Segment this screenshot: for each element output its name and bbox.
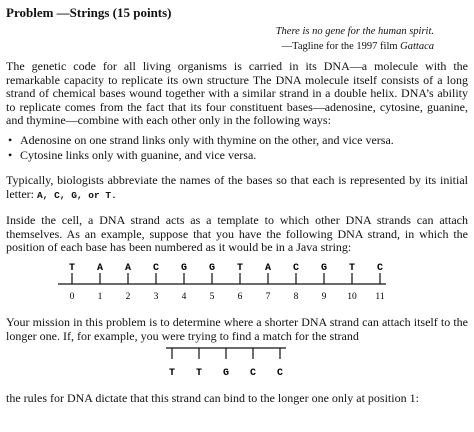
abbreviation-text: Typically, biologists abbreviate the names of the bases so that each is represented by its initial letter: — [6, 173, 468, 201]
problem-title: Problem —Strings (15 points) — [6, 5, 172, 20]
long-strand-index: 10 — [347, 292, 357, 302]
bullet-dot: • — [8, 133, 13, 147]
template-paragraph: Inside the cell, a DNA strand acts as a template to which other DNA strands can attach themselves. As an example, suppose that you have the following DNA strand, in which the position of each base has been numbered as it would be in a Java string: — [6, 213, 468, 254]
bullet-text: Adenosine on one strand links only with thymine on the other, and vice versa. — [20, 133, 394, 147]
long-strand-index: 6 — [237, 292, 243, 302]
long-strand-index: 11 — [375, 292, 385, 302]
short-dna-strand-diagram — [166, 348, 286, 379]
base-letters: A, C, G, or T. — [36, 189, 117, 201]
long-strand-index: 4 — [181, 292, 187, 302]
intro-paragraph: The genetic code for all living organisms is carried in its DNA—a molecule with the remarkable capacity to replicate its own structure The DNA molecule itself consists of a long strand of chemical bases wound together with a similar strand in a double helix. DNA’s ability to replicate comes from the fact that its four constituent bases—adenosine, cytosine, guanine, and thymine—combine with each other only in the following ways: — [6, 59, 468, 127]
long-strand-index: 5 — [209, 292, 215, 302]
long-strand-base: C — [292, 263, 300, 274]
long-strand-base: A — [264, 263, 272, 274]
long-strand-base: G — [208, 263, 216, 274]
long-strand-index: 3 — [153, 292, 159, 302]
long-dna-strand-diagram — [58, 263, 386, 302]
long-strand-base: T — [68, 263, 76, 274]
short-strand-base: T — [195, 368, 203, 379]
long-strand-base: A — [96, 263, 104, 274]
epigraph-quote: There is no gene for the human spirit. — [275, 26, 434, 37]
long-strand-base: A — [124, 263, 132, 274]
long-strand-index: 8 — [293, 292, 299, 302]
short-strand-base: C — [249, 368, 257, 379]
long-strand-index: 1 — [97, 292, 103, 302]
binding-rule-paragraph: the rules for DNA dictate that this strand can bind to the longer one only at position 1: — [6, 391, 419, 405]
long-strand-base: G — [320, 263, 328, 274]
long-strand-index: 2 — [125, 292, 131, 302]
long-strand-base: C — [376, 263, 384, 274]
long-strand-index: 9 — [321, 292, 327, 302]
film-title: Gattaca — [400, 41, 434, 52]
bullet-text: Cytosine links only with guanine, and vice versa. — [20, 148, 257, 162]
bullet-dot: • — [8, 148, 13, 162]
long-strand-index: 7 — [265, 292, 271, 302]
tagline-prefix: —Tagline for the 1997 film — [281, 41, 401, 52]
long-strand-base: T — [236, 263, 244, 274]
short-strand-base: C — [276, 368, 284, 379]
mission-paragraph: Your mission in this problem is to determine where a shorter DNA strand can attach itself to the longer one. If, for example, you were trying to find a match for the strand — [6, 315, 468, 343]
long-strand-base: T — [348, 263, 356, 274]
short-strand-base: T — [168, 368, 176, 379]
long-strand-base: G — [180, 263, 188, 274]
short-strand-base: G — [222, 368, 230, 379]
long-strand-base: C — [152, 263, 160, 274]
long-strand-index: 0 — [69, 292, 75, 302]
